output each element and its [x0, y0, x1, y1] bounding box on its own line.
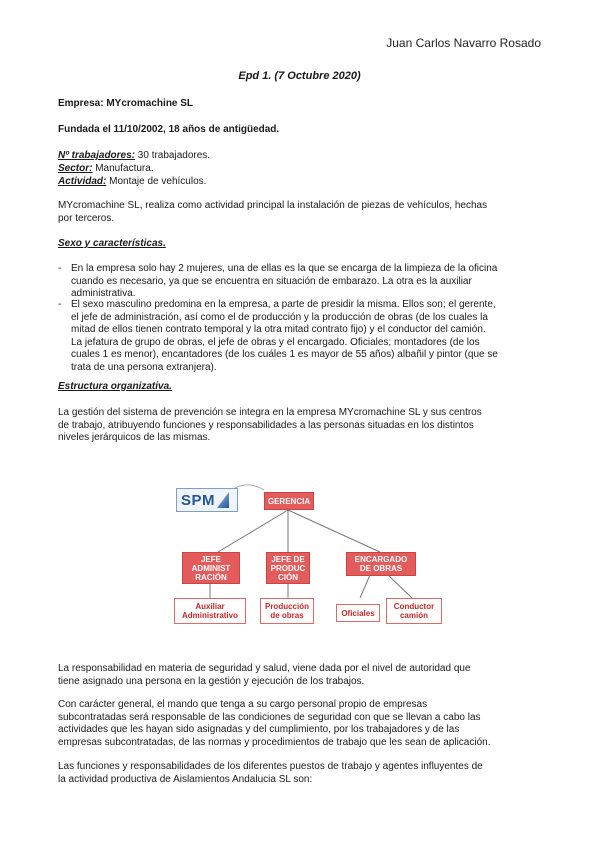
org-node-label: JEFE	[200, 554, 221, 564]
sector-value: Manufactura.	[92, 163, 154, 174]
bullet-dash: -	[58, 299, 62, 310]
sector-line	[58, 163, 542, 176]
funciones-paragraph	[58, 761, 542, 786]
paragraph-line: subcontratadas será responsable de las condiciones de seguridad con que se llevan a cabo las	[58, 711, 481, 723]
mando-paragraph	[58, 699, 542, 749]
activity-value: Montaje de vehículos.	[106, 176, 207, 187]
bullet-line: trata de una persona extranjera).	[71, 361, 217, 373]
org-node-label: Producción	[264, 602, 309, 611]
bullet-line: mitad de ellos tienen contrato temporal y la otra mitad contrato fijo) y el conductor del camión.	[71, 324, 486, 336]
estructura-line: de trabajo, atribuyendo funciones y responsabilidades a las personas situadas en los distintos	[58, 419, 474, 431]
org-chart	[170, 480, 450, 635]
paragraph-line: empresas subcontratadas, de las normas y procedimientos de trabajo que les sean de aplicación.	[58, 736, 491, 748]
spm-logo	[176, 488, 238, 512]
bullet-line: cuales 1 es menor), encantadores (de los cuáles 1 es mayor de 55 años) albañil y pintor (que se	[71, 349, 498, 361]
bullet-item	[58, 299, 542, 375]
bullet-line: El sexo masculino predomina en la empresa, a parte de presidir la misma. Ellos son; el gerente,	[71, 299, 496, 310]
org-node-label: GERENCIA	[267, 496, 311, 506]
paragraph-line: La responsabilidad en materia de seguridad y salud, viene dada por el nivel de autoridad que	[58, 663, 471, 674]
sexo-heading: Sexo y características.	[58, 238, 166, 249]
activity-label: Actividad:	[58, 176, 107, 187]
bullet-line: En la empresa solo hay 2 mujeres, una de ellas es la que se encarga de la limpieza de la oficina	[71, 263, 498, 274]
sector-label: Sector:	[58, 163, 93, 174]
estructura-paragraph	[58, 407, 542, 445]
org-node-label: JEFE DE	[271, 554, 305, 564]
author-name: Juan Carlos Navarro Rosado	[386, 36, 541, 50]
paragraph-line: Con carácter general, el mando que tenga a su cargo personal propio de empresas	[58, 699, 428, 710]
activity-line	[58, 176, 542, 189]
spm-logo-text: SPM	[181, 491, 216, 509]
bullet-line: La jefatura de grupo de obras, el jefe de obras y el encargado. Oficiales; montadores (de los	[71, 336, 480, 348]
org-node-encargado-obras	[346, 552, 416, 576]
intro-line: por terceros.	[58, 212, 115, 224]
paragraph-line: Las funciones y responsabilidades de los diferentes puestos de trabajo y agentes influyentes de	[58, 761, 483, 772]
org-node-auxiliar	[174, 598, 246, 624]
paragraph-line: actividades que les hayan sido asignadas y del cumplimiento, por los trabajadores y de las	[58, 724, 460, 736]
bullet-line: el jefe de administración, así como el de producción y la producción de obras (de los cuales la	[71, 311, 488, 323]
bullet-line: cuando es necesario, ya que se encuentra en situación de embarazo. La otra es la auxiliar	[71, 275, 472, 287]
intro-line: MYcromachine SL, realiza como actividad principal la instalación de piezas de vehículos, hechas	[58, 200, 488, 211]
paragraph-line: la actividad productiva de Aislamientos Andalucia SL son:	[58, 773, 313, 785]
org-node-label: ENCARGADO	[354, 555, 408, 564]
org-node-label: camión	[399, 611, 428, 620]
document-title: Epd 1. (7 Octubre 2020)	[238, 70, 361, 82]
bullet-line: administrativa.	[71, 288, 136, 300]
workers-line	[58, 150, 542, 163]
org-node-jefe-admin	[182, 552, 240, 584]
org-node-label: Administrativo	[181, 611, 238, 620]
org-node-label: Auxiliar	[195, 602, 225, 611]
org-node-conductor	[386, 598, 442, 624]
responsabilidad-paragraph	[58, 663, 542, 688]
estructura-line: niveles jerárquicos de las mismas.	[58, 432, 211, 444]
org-node-oficiales	[336, 604, 380, 622]
founded-line: Fundada el 11/10/2002, 18 años de antigüedad.	[58, 124, 280, 135]
org-node-label: RACIÓN	[195, 572, 227, 582]
org-node-label: ADMINIST	[191, 563, 231, 573]
org-node-produccion-obras	[260, 598, 314, 624]
org-node-label: Conductor	[393, 602, 435, 611]
company-name: Empresa: MYcromachine SL	[58, 98, 194, 109]
org-node-label: CIÓN	[278, 572, 298, 582]
workers-value: 30 trabajadores.	[135, 150, 211, 161]
spm-logo-mark	[217, 492, 229, 508]
org-node-label: Oficiales	[341, 608, 375, 618]
estructura-line: La gestión del sistema de prevención se integra en la empresa MYcromachine SL y sus centros	[58, 407, 482, 418]
paragraph-line: tiene asignado una persona en la gestión y ejecución de los trabajos.	[58, 675, 365, 687]
estructura-heading: Estructura organizativa.	[58, 381, 172, 392]
bullet-item	[58, 263, 542, 301]
org-node-label: de obras	[270, 611, 304, 620]
workers-label: Nº trabajadores:	[58, 150, 136, 161]
org-node-label: PRODUC	[270, 563, 306, 573]
org-node-gerencia	[264, 492, 314, 510]
org-node-jefe-produccion	[266, 552, 310, 584]
bullet-dash: -	[58, 263, 62, 274]
intro-paragraph	[58, 200, 542, 225]
org-node-label: DE OBRAS	[359, 564, 403, 573]
